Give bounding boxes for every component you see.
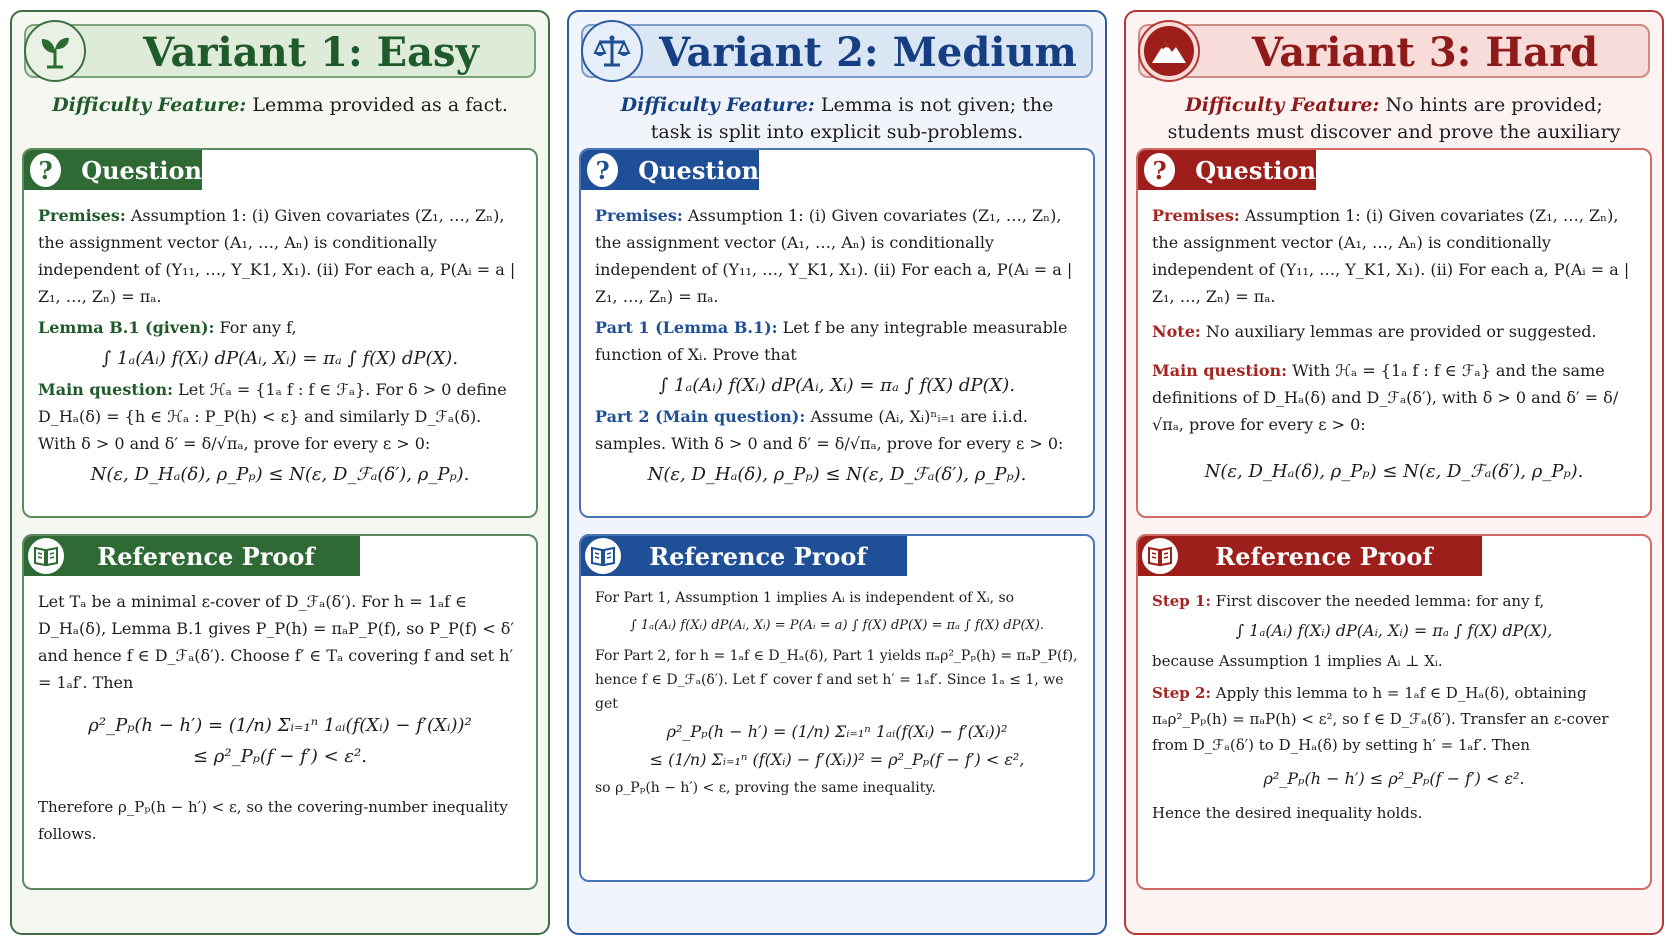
question-content [38, 202, 522, 492]
premises-text: Assumption 1: (i) Given covariates (Z₁, …, Zₙ), the assignment vector (A₁, …, Aₙ) is conditionally independent of (Y₁₁, …, Y_K1, X₁). (ii) For each a, P(Aᵢ = a | Z₁, …, Zₙ) = πₐ. [1152, 206, 1630, 306]
proof-equation: ρ²_Pₚ(h − h′) = (1/n) Σᵢ₌₁ⁿ 1ₐᵢ(f(Xᵢ) − f′(Xᵢ))² [88, 715, 472, 736]
question-mark-icon: ? [587, 153, 618, 187]
premises-text: Assumption 1: (i) Given covariates (Z₁, …, Zₙ), the assignment vector (A₁, …, Aₙ) is conditionally independent of (Y₁₁, …, Y_K1, X₁). (ii) For each a, P(Aᵢ = a | Z₁, …, Zₙ) = πₐ. [595, 206, 1073, 306]
book-icon [1140, 536, 1180, 576]
balance-scale-icon [581, 20, 643, 82]
variant-easy-banner [24, 24, 536, 78]
proof-box [1136, 534, 1652, 890]
difficulty-feature [609, 92, 1065, 146]
part1-label: Part 1 (Lemma B.1): [595, 318, 778, 337]
main-question-text: Let ℋₐ = {1ₐ f : f ∈ ℱₐ}. For δ > 0 define D_Hₐ(δ) = {h ∈ ℋₐ : P_P(h) < ε} and similarly D_ℱₐ(δ). With δ > 0 and δ′ = δ/√πₐ, prove for every ε > 0: [38, 380, 507, 453]
question-content [1152, 202, 1636, 489]
proof-conclusion: so ρ_Pₚ(h − h′) < ε, proving the same inequality. [595, 780, 936, 796]
feature-label: Difficulty Feature: [52, 94, 247, 116]
step1-text: First discover the needed lemma: for any f, [1215, 592, 1545, 610]
feature-text: Lemma is not given; the task is split into explicit sub-problems. [650, 94, 1054, 143]
step2-text: Apply this lemma to h = 1ₐf ∈ D_Hₐ(δ), obtaining πₐρ²_Pₚ(h) = πₐP(h) < ε², so f ∈ D_ℱₐ(δ′). Transfer an ε-cover from D_ℱₐ(δ′) to D_Hₐ(δ) by setting h′ = 1ₐf′. Then [1152, 684, 1609, 754]
question-box [22, 148, 538, 518]
proof-content [595, 586, 1079, 800]
variant-hard-banner [1138, 24, 1650, 78]
variant-medium-panel [567, 10, 1107, 935]
proof-equation: ∫ 1ₐ(Aᵢ) f(Xᵢ) dP(Aᵢ, Xᵢ) = πₐ ∫ f(X) dP(X), [1235, 621, 1553, 640]
variant-medium-banner [581, 24, 1093, 78]
proof-content [1152, 588, 1636, 826]
variant-title: Variant 1: Easy [143, 29, 479, 76]
premises-text: Assumption 1: (i) Given covariates (Z₁, …, Zₙ), the assignment vector (A₁, …, Aₙ) is conditionally independent of (Y₁₁, …, Y_K1, X₁). (ii) For each a, P(Aᵢ = a | Z₁, …, Zₙ) = πₐ. [38, 206, 516, 306]
part2-label: Part 2 (Main question): [595, 407, 806, 426]
main-question-label: Main question: [1152, 361, 1288, 380]
main-question-label: Main question: [38, 380, 174, 399]
question-header [1138, 150, 1316, 190]
proof-header [1138, 536, 1482, 576]
book-icon [26, 536, 66, 576]
proof-box [579, 534, 1095, 882]
lemma-label: Lemma B.1 (given): [38, 318, 215, 337]
step1-label: Step 1: [1152, 592, 1211, 610]
note-label: Note: [1152, 322, 1201, 341]
sprout-icon [24, 20, 86, 82]
lemma-equation: ∫ 1ₐ(Aᵢ) f(Xᵢ) dP(Aᵢ, Xᵢ) = πₐ ∫ f(X) dP(X). [101, 348, 459, 369]
variant-hard-panel [1124, 10, 1664, 935]
proof-paragraph: For Part 1, Assumption 1 implies Aᵢ is independent of Xᵢ, so [595, 590, 1015, 606]
proof-title: Reference Proof [649, 541, 867, 571]
main-equation: N(ε, D_Hₐ(δ), ρ_Pₚ) ≤ N(ε, D_ℱₐ(δ′), ρ_Pₚ). [90, 464, 470, 485]
variant-easy-panel [10, 10, 550, 935]
proof-paragraph: because Assumption 1 implies Aᵢ ⊥ Xᵢ. [1152, 652, 1443, 670]
question-mark-icon: ? [1144, 153, 1175, 187]
main-equation: N(ε, D_Hₐ(δ), ρ_Pₚ) ≤ N(ε, D_ℱₐ(δ′), ρ_Pₚ). [1204, 461, 1584, 482]
variant-title: Variant 2: Medium [659, 29, 1077, 76]
part2-text: Assume (Aᵢ, Xᵢ)ⁿᵢ₌₁ are i.i.d. samples. With δ > 0 and δ′ = δ/√πₐ, prove for every ε > 0: [595, 407, 1064, 453]
question-content [595, 202, 1079, 492]
book-icon [583, 536, 623, 576]
proof-header [581, 536, 907, 576]
proof-equation: ρ²_Pₚ(h − h′) ≤ ρ²_Pₚ(f − f′) < ε². [1263, 769, 1525, 788]
proof-header [24, 536, 360, 576]
proof-equation: ≤ ρ²_Pₚ(f − f′) < ε². [192, 746, 367, 767]
question-mark-icon: ? [30, 153, 61, 187]
feature-label: Difficulty Feature: [620, 94, 815, 116]
premises-label: Premises: [38, 206, 126, 225]
proof-title: Reference Proof [1215, 541, 1433, 571]
proof-box [22, 534, 538, 890]
question-title: Question [81, 155, 202, 185]
premises-label: Premises: [595, 206, 683, 225]
premises-label: Premises: [1152, 206, 1240, 225]
proof-paragraph: Let Tₐ be a minimal ε-cover of D_ℱₐ(δ′). For h = 1ₐf ∈ D_Hₐ(δ), Lemma B.1 gives P_P(h) = πₐP_P(f), so P_P(f) < δ′ and hence f ∈ D_ℱₐ(δ′). Choose f′ ∈ Tₐ covering f and set h′ = 1ₐf′. Then [38, 592, 514, 692]
difficulty-feature [52, 92, 508, 119]
proof-conclusion: Therefore ρ_Pₚ(h − h′) < ε, so the covering-number inequality follows. [38, 798, 508, 843]
lemma-text: For any f, [219, 318, 297, 337]
mountain-icon [1138, 20, 1200, 82]
question-box [1136, 148, 1652, 518]
proof-equation: ρ²_Pₚ(h − h′) = (1/n) Σᵢ₌₁ⁿ 1ₐᵢ(f(Xᵢ) − f′(Xᵢ))² [666, 722, 1008, 741]
feature-label: Difficulty Feature: [1185, 94, 1380, 116]
question-title: Question [638, 155, 759, 185]
feature-text: Lemma provided as a fact. [252, 94, 508, 116]
part2-equation: N(ε, D_Hₐ(δ), ρ_Pₚ) ≤ N(ε, D_ℱₐ(δ′), ρ_Pₚ). [647, 464, 1027, 485]
proof-equation: ≤ (1/n) Σᵢ₌₁ⁿ (f(Xᵢ) − f′(Xᵢ))² = ρ²_Pₚ(f − f′) < ε², [649, 750, 1025, 769]
question-box [579, 148, 1095, 518]
note-text: No auxiliary lemmas are provided or suggested. [1205, 322, 1597, 341]
variant-title: Variant 3: Hard [1251, 29, 1599, 76]
proof-paragraph: For Part 2, for h = 1ₐf ∈ D_Hₐ(δ), Part 1 yields πₐρ²_Pₚ(h) = πₐP_P(f), hence f ∈ D_ℱₐ(δ′). Let f′ cover f and set h′ = 1ₐf′. Since 1ₐ ≤ 1, we get [595, 648, 1078, 712]
question-header [24, 150, 202, 190]
proof-content [38, 588, 522, 848]
main-question-text: With ℋₐ = {1ₐ f : f ∈ ℱₐ} and the same definitions of D_Hₐ(δ) and D_ℱₐ(δ′), with δ > 0 and δ′ = δ/√πₐ, prove for every ε > 0: [1152, 361, 1619, 434]
step2-label: Step 2: [1152, 684, 1211, 702]
question-title: Question [1195, 155, 1316, 185]
part1-text: Let f be any integrable measurable function of Xᵢ. Prove that [595, 318, 1068, 364]
proof-equation: ∫ 1ₐ(Aᵢ) f(Xᵢ) dP(Aᵢ, Xᵢ) = P(Aᵢ = a) ∫ f(X) dP(X) = πₐ ∫ f(X) dP(X). [629, 618, 1044, 633]
proof-title: Reference Proof [97, 541, 315, 571]
proof-conclusion: Hence the desired inequality holds. [1152, 804, 1423, 822]
question-header [581, 150, 759, 190]
feature-text: No hints are provided; students must discover and prove the auxiliary [1167, 94, 1621, 143]
part1-equation: ∫ 1ₐ(Aᵢ) f(Xᵢ) dP(Aᵢ, Xᵢ) = πₐ ∫ f(X) dP(X). [658, 375, 1016, 396]
